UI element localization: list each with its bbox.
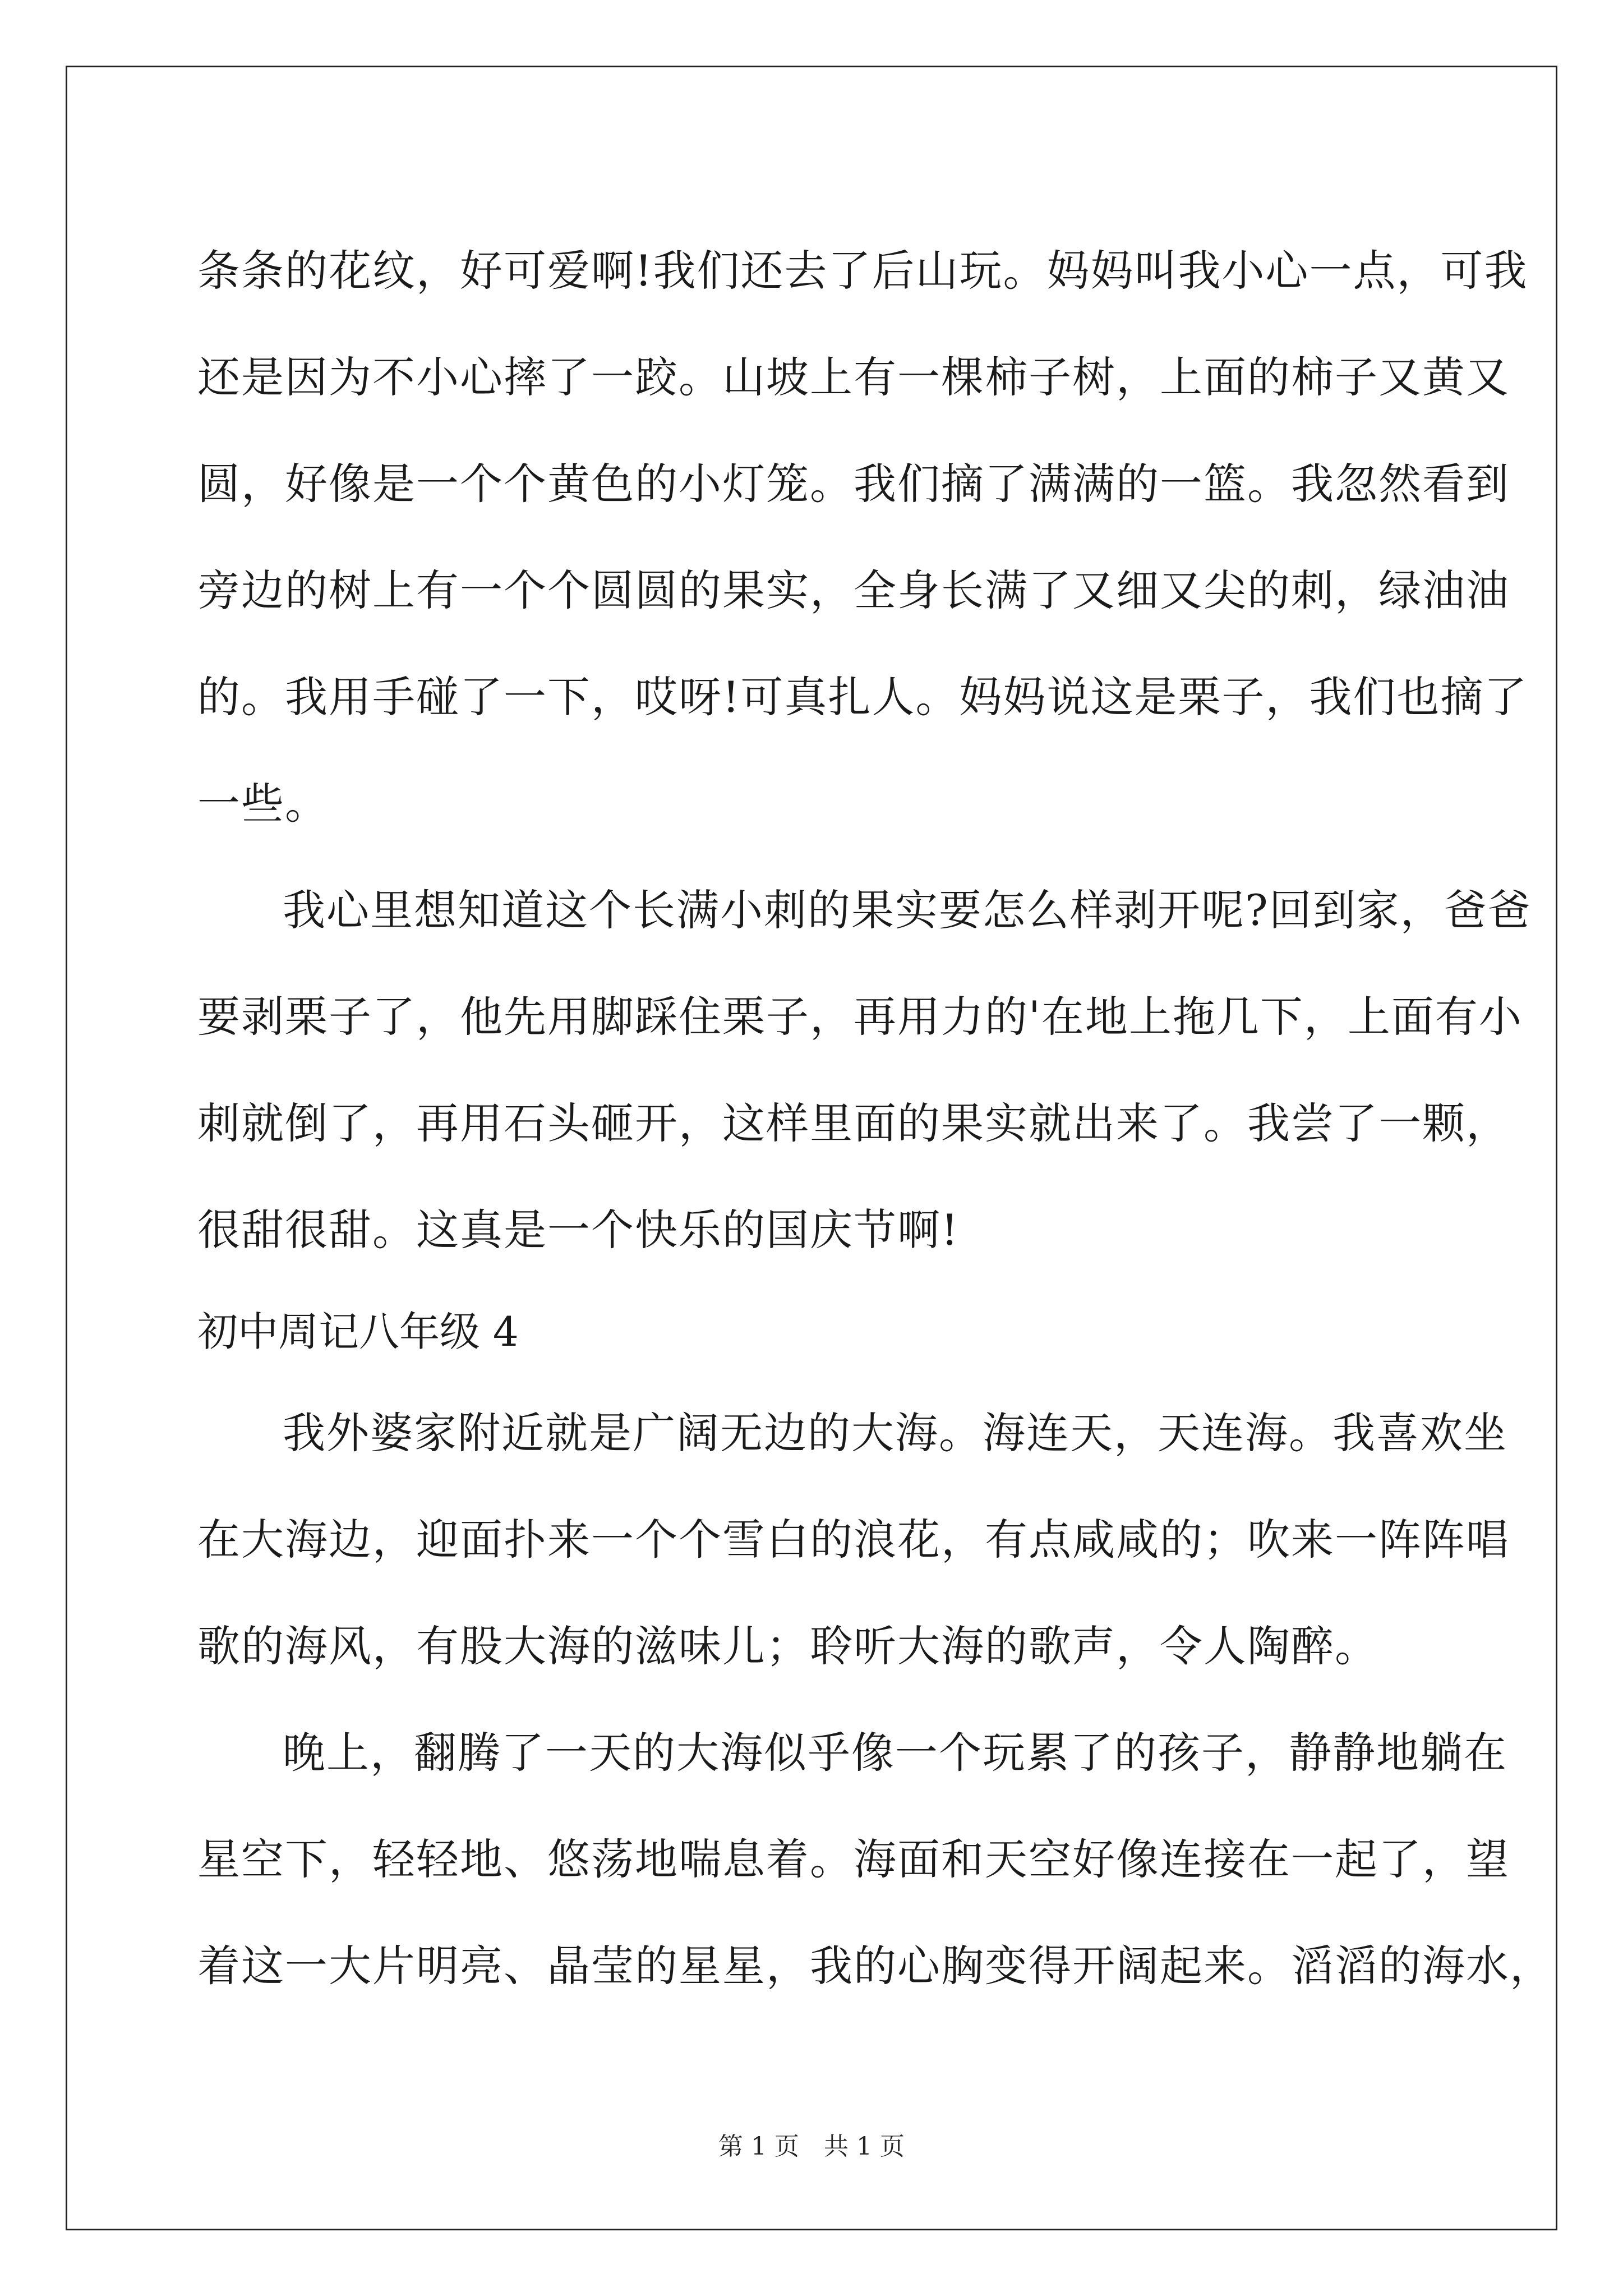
text-line: 还是因为不小心摔了一跤。山坡上有一棵柿子树，上面的柿子又黄又 (197, 352, 1510, 402)
text-line: 我外婆家附近就是广阔无边的大海。海连天，天连海。我喜欢坐 (283, 1408, 1507, 1458)
text-line: 圆，好像是一个个黄色的小灯笼。我们摘了满满的一篮。我忽然看到 (197, 459, 1510, 509)
text-line: 条条的花纹，好可爱啊!我们还去了后山玩。妈妈叫我小心一点，可我 (197, 246, 1528, 296)
text-line: 我心里想知道这个长满小刺的果实要怎么样剥开呢?回到家，爸爸 (283, 885, 1532, 935)
text-line: 歌的海风，有股大海的滋味儿；聆听大海的歌声，令人陶醉。 (197, 1621, 1378, 1671)
page-number-footer: 第 1 页 共 1 页 (718, 2132, 905, 2161)
text-line: 一些。 (197, 779, 329, 829)
text-line: 在大海边，迎面扑来一个个雪白的浪花，有点咸咸的；吹来一阵阵唱 (197, 1515, 1510, 1565)
document-body (197, 218, 1553, 2019)
text-line: 很甜很甜。这真是一个快乐的国庆节啊! (197, 1205, 960, 1255)
text-line: 要剥栗子了，他先用脚踩住栗子，再用力的'在地上拖几下，上面有小 (197, 992, 1523, 1042)
text-line: 晚上，翻腾了一天的大海似乎像一个玩累了的孩子，静静地躺在 (283, 1728, 1507, 1778)
text-line: 旁边的树上有一个个圆圆的果实，全身长满了又细又尖的刺，绿油油 (197, 565, 1510, 615)
text-line: 刺就倒了，再用石头砸开，这样里面的果实就出来了。我尝了一颗， (197, 1098, 1510, 1148)
section-heading: 初中周记八年级 4 (197, 1308, 519, 1355)
text-line: 着这一大片明亮、晶莹的星星，我的心胸变得开阔起来。滔滔的海水， (197, 1941, 1553, 1991)
text-line: 星空下，轻轻地、悠荡地喘息着。海面和天空好像连接在一起了，望 (197, 1834, 1510, 1884)
text-line: 的。我用手碰了一下，哎呀!可真扎人。妈妈说这是栗子，我们也摘了 (197, 672, 1528, 722)
